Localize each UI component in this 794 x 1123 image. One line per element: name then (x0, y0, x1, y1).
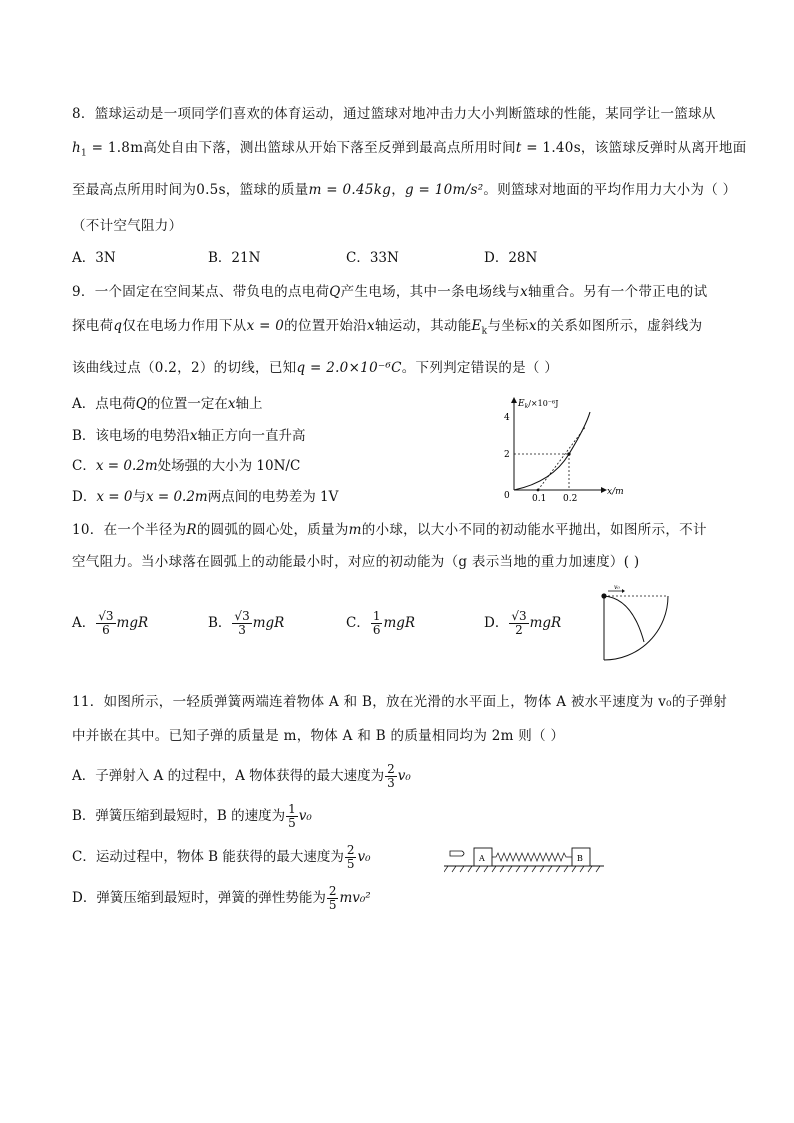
q10-line1b: 的圆弧的圆心处，质量为 (196, 522, 349, 538)
q10-optB-label: B． (208, 615, 232, 631)
q8-option-a: A．3N (72, 250, 116, 266)
q9-line1 (72, 282, 707, 302)
q8-line3 (72, 180, 736, 200)
q11-ground-hatch (444, 866, 600, 872)
q10-R: R (186, 522, 197, 538)
q10-optD-label: D． (484, 615, 509, 631)
q9-origin: 0 (504, 491, 510, 501)
q9-option-b (72, 426, 306, 446)
q9-ek-curve (514, 412, 590, 490)
q10-ball (601, 593, 606, 598)
q11-optC-text: C．运动过程中，物体 B 能获得的最大速度为 (72, 849, 344, 865)
q10-optA-label: A． (72, 615, 96, 631)
q11-optA-tail: v₀ (397, 768, 411, 784)
q8-gravity: g = 10m/s² (405, 182, 484, 198)
q9-optC-x: x = 0.2m (95, 458, 158, 474)
q9-xtick-02: 0.2 (563, 494, 578, 504)
q8-option-c: C．33N (346, 250, 399, 266)
q10-optA-num: √3 (98, 609, 114, 623)
q9-Ek: E (471, 318, 482, 334)
q8-line2a: = 1.8m高处自由下落，测出篮球从开始下落至反弹到最高点所用时间 (87, 140, 516, 156)
q9-x3: x (528, 318, 537, 334)
q10-line1a: 10．在一个半径为 (72, 522, 187, 538)
q9-Q: Q (329, 284, 341, 300)
q10-optA-tail: mgR (116, 615, 149, 631)
q9-optB-x: x (189, 428, 198, 444)
q11-spring-figure (444, 840, 604, 876)
q9-line2b: 仅在电场力作用下从 (122, 318, 247, 334)
q11-optB-den: 5 (288, 816, 296, 830)
q9-line1c: 轴重合。另有一个带正电的试 (528, 284, 708, 300)
q10-trajectory (604, 596, 644, 642)
q10-optB-frac (232, 610, 251, 637)
q9-optB-b: 轴正方向一直升高 (197, 428, 306, 444)
q9-line3a: 该曲线过点（0.2，2）的切线，已知 (72, 360, 297, 376)
q11-optD-frac (327, 885, 339, 912)
q9-x0: x = 0 (246, 318, 285, 334)
q9-line3 (72, 358, 558, 378)
q10-optD-frac (509, 610, 528, 637)
q11-optC-num: 2 (346, 843, 355, 857)
q11-optB-frac (286, 803, 298, 830)
q10-line1 (72, 520, 707, 540)
q8-t-var: t (515, 140, 522, 156)
q8-line3c: 。则篮球对地面的平均作用力大小为（ ） (483, 182, 737, 198)
q9-Ek-sub: k (481, 326, 488, 337)
q11-optC-tail: v₀ (357, 849, 371, 865)
q10-optD-num: √3 (511, 609, 527, 623)
q10-optC-label: C． (346, 615, 370, 631)
q8-line3b: ， (391, 182, 405, 198)
q10-optC-frac (371, 610, 383, 637)
q10-option-a (72, 610, 148, 637)
q9-tangent-intercept (537, 489, 540, 492)
q11-optA-den: 3 (387, 776, 395, 790)
q11-optB-tail: v₀ (298, 808, 312, 824)
q10-optC-den: 6 (372, 623, 381, 637)
q11-option-c (72, 844, 371, 871)
q9-optD-text: D． (72, 489, 97, 505)
q8-line1: 8．篮球运动是一项同学们喜欢的体育运动，通过篮球对地冲击力大小判断篮球的性能，某同学让一篮球从 (72, 106, 716, 122)
q9-point (567, 452, 570, 455)
q10-optD-tail: mgR (529, 615, 562, 631)
q11-block-b-label: B (577, 854, 583, 863)
q10-optA-frac (96, 610, 115, 637)
q9-optD-c: 两点间的电势差为 1V (207, 489, 339, 505)
q9-optA-text: A．点电荷 (72, 396, 136, 412)
q9-option-a (72, 394, 262, 414)
q8-option-b: B．21N (208, 250, 261, 266)
q10-line1c: 的小球，以大小不同的初动能水平抛出，如图所示，不计 (361, 522, 707, 538)
q10-arrowhead (622, 589, 625, 593)
q9-optD-x2: x = 0.2m (145, 489, 208, 505)
q11-block-a-label: A (479, 854, 485, 863)
q9-xtick-01: 0.1 (532, 494, 547, 504)
q11-optA-num: 2 (387, 762, 395, 776)
q11-option-b (72, 803, 312, 830)
q8-option-d: D．28N (484, 250, 538, 266)
q9-ek-graph (494, 392, 634, 508)
q11-optB-num: 1 (288, 802, 296, 816)
q11-optA-text: A．子弹射入 A 的过程中，A 物体获得的最大速度为 (72, 768, 385, 784)
q10-optB-tail: mgR (252, 615, 285, 631)
q9-optD-x1: x = 0 (96, 489, 133, 505)
q11-optD-den: 5 (328, 898, 337, 912)
q11-optD-tail: mv₀² (339, 890, 371, 906)
q11-line2: 中并嵌在其中。已知子弹的质量是 m，物体 A 和 B 的质量相同均为 2m 则（ ） (72, 728, 565, 744)
q8-mass: m = 0.45kg (308, 182, 392, 198)
q11-option-d (72, 885, 371, 912)
q9-x1: x (520, 284, 528, 300)
q10-optC-num: 1 (372, 609, 381, 623)
q11-spring (492, 853, 572, 861)
q9-line3b: 。下列判定错误的是（ ） (401, 360, 559, 376)
q9-option-c (72, 456, 300, 476)
q9-optC-text: C． (72, 458, 96, 474)
q9-line2e: 与坐标 (487, 318, 529, 334)
q9-xlabel: x/m (607, 487, 624, 497)
q11-optC-den: 5 (346, 857, 355, 871)
q9-q: q (113, 318, 123, 334)
q9-line2 (72, 316, 702, 342)
q8-h-sub: 1 (81, 148, 88, 159)
q9-line2c: 的位置开始沿 (284, 318, 367, 334)
q9-line1a: 9．一个固定在空间某点、带负电的点电荷 (72, 284, 330, 300)
q11-optD-num: 2 (328, 884, 337, 898)
q9-optA-Q: Q (135, 396, 147, 412)
q9-optD-b: 与 (132, 489, 146, 505)
q9-charge: q = 2.0×10⁻⁶C (296, 360, 402, 376)
q10-arc-figure (596, 582, 686, 664)
q10-m: m (348, 522, 362, 538)
q10-optB-den: 3 (238, 623, 246, 637)
q9-tangent-line (538, 426, 586, 490)
q8-line2 (72, 138, 747, 164)
q10-option-d (484, 610, 561, 637)
q10-optB-num: √3 (234, 609, 250, 623)
q9-ytick-4: 4 (504, 413, 510, 423)
q9-optA-b: 的位置一定在 (146, 396, 228, 412)
q11-optD-text: D．弹簧压缩到最短时，弹簧的弹性势能为 (72, 890, 326, 906)
q8-line3a: 至最高点所用时间为0.5s，篮球的质量 (72, 182, 309, 198)
q11-line1: 11．如图所示，一轻质弹簧两端连着物体 A 和 B，放在光滑的水平面上，物体 A 被水平速度为 v₀的子弹射 (72, 694, 728, 710)
q10-option-c (346, 610, 415, 637)
q11-bullet (450, 851, 464, 856)
q10-optC-tail: mgR (383, 615, 416, 631)
q11-option-a (72, 763, 411, 790)
q9-ylabel: $E_k/\times 10^{-6}J$ (518, 399, 559, 410)
q8-line2b: = 1.40s，该篮球反弹时从离开地面 (521, 140, 747, 156)
q9-line1b: 产生电场，其中一条电场线与 (340, 284, 521, 300)
q9-line2d: 轴运动，其动能 (374, 318, 472, 334)
q10-v0-label: v₀ (614, 584, 620, 591)
q9-option-d (72, 487, 338, 507)
q9-line2a: 探电荷 (72, 318, 114, 334)
q11-optB-text: B．弹簧压缩到最短时，B 的速度为 (72, 808, 286, 824)
q9-line2f: 的关系如图所示，虚斜线为 (536, 318, 703, 334)
q8-line4: （不计空气阻力） (72, 218, 183, 234)
q9-x2: x (366, 318, 375, 334)
q9-optA-x: x (227, 396, 236, 412)
q9-optC-b: 处场强的大小为 10N/C (157, 458, 301, 474)
q10-optD-den: 2 (515, 623, 523, 637)
q9-ytick-2: 2 (504, 450, 510, 460)
q11-optA-frac (385, 763, 397, 790)
q9-optA-c: 轴上 (235, 396, 263, 412)
q8-h-var: h (72, 140, 81, 156)
q10-option-b (208, 610, 284, 637)
q11-optC-frac (345, 844, 357, 871)
q9-optB-text: B．该电场的电势沿 (72, 428, 190, 444)
q10-line2: 空气阻力。当小球落在圆弧上的动能最小时，对应的初动能为（g 表示当地的重力加速度）( ) (72, 554, 640, 570)
q10-arc (604, 596, 668, 660)
q10-optA-den: 6 (102, 623, 110, 637)
